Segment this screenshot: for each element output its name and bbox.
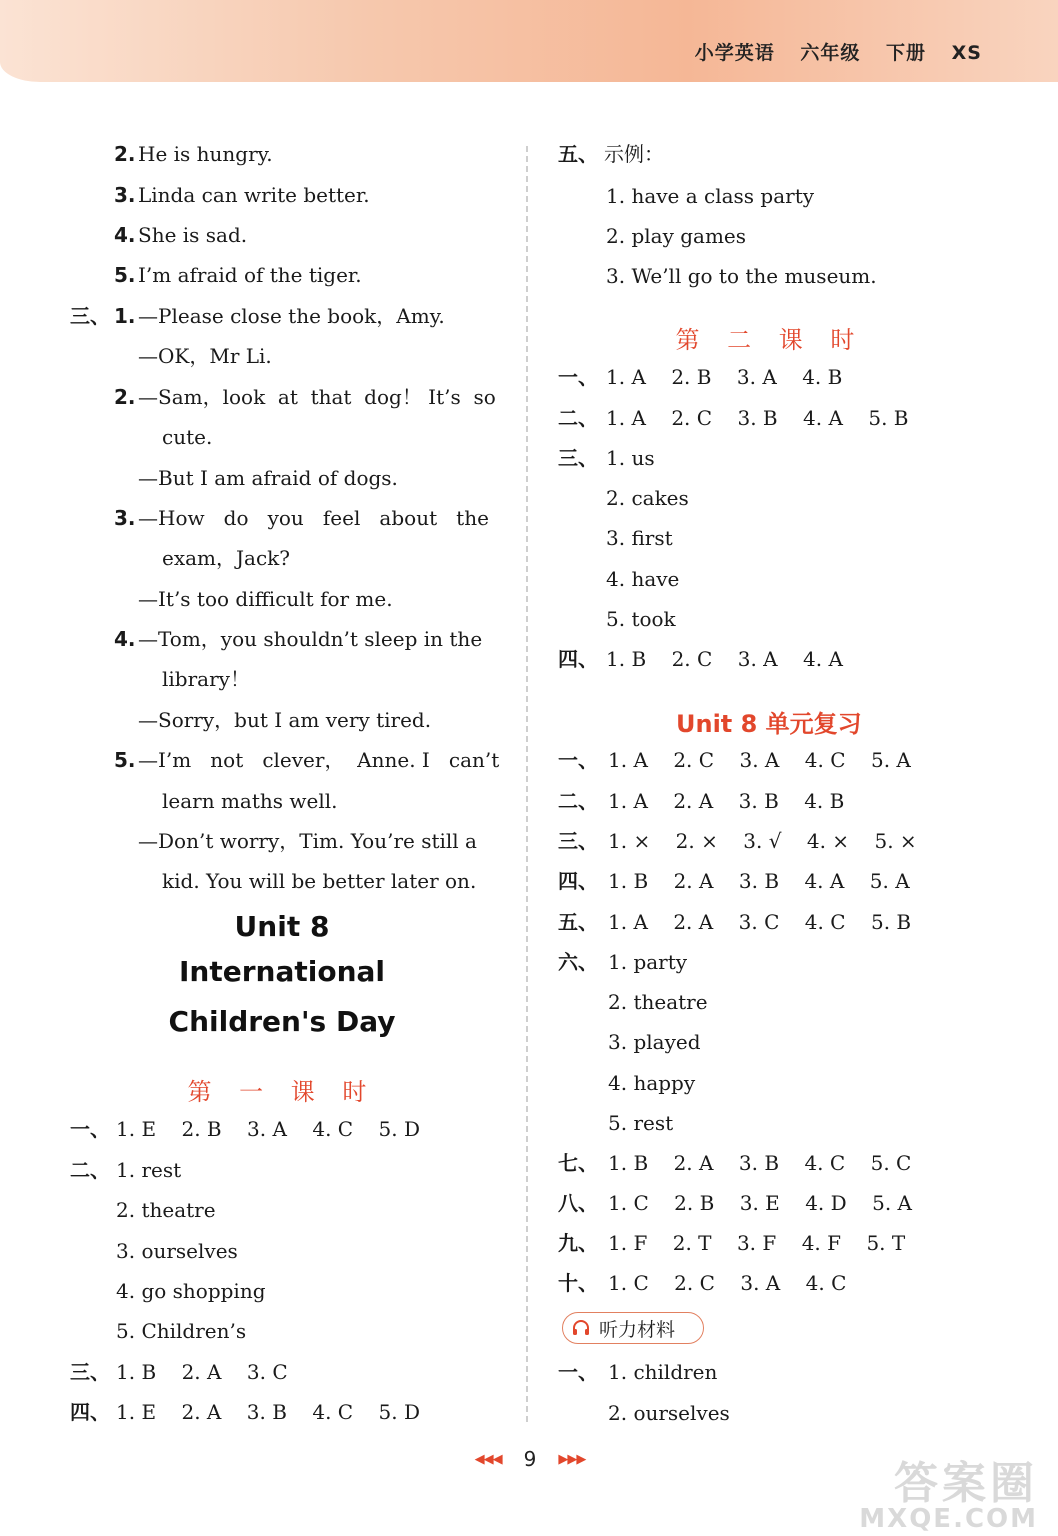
- lesson2-heading: 第 二 课 时: [675, 326, 865, 354]
- answer-text: 2. play games: [606, 224, 747, 248]
- answer-text: Linda can write better.: [138, 183, 370, 207]
- answer-text: 1. B 2. A 3. B 4. A 5. A: [608, 869, 910, 893]
- watermark: [859, 1458, 1038, 1534]
- answer-text: —I’m not clever， Anne. I can’t: [138, 748, 500, 772]
- watermark-url: MXQE.COM: [859, 1504, 1038, 1534]
- answer-text: 1. party: [608, 950, 688, 974]
- question-number: 一、: [558, 748, 598, 772]
- lesson1-heading: 第 一 课 时: [187, 1078, 377, 1106]
- answer-text: 2. theatre: [608, 990, 708, 1014]
- right-arrows-icon: ▶▶▶: [558, 1451, 586, 1467]
- listening-material-badge: [562, 1312, 704, 1344]
- grade-label: 六年级: [800, 42, 861, 64]
- question-number: 二、: [70, 1158, 110, 1182]
- page-footer: [440, 1444, 620, 1474]
- answer-text: 4. have: [606, 567, 680, 591]
- answer-text: She is sad.: [138, 223, 248, 247]
- item-number: 2.: [114, 385, 136, 409]
- question-number: 三、: [70, 1360, 110, 1384]
- answer-text: 4. happy: [608, 1071, 696, 1095]
- answer-text: kid. You will be better later on.: [162, 869, 477, 893]
- question-number: 一、: [558, 1360, 598, 1384]
- answer-text: 1. B 2. A 3. B 4. C 5. C: [608, 1151, 912, 1175]
- answer-text: 1. A 2. B 3. A 4. B: [606, 365, 843, 389]
- headphones-icon: [571, 1318, 591, 1338]
- answer-text: 1. A 2. C 3. A 4. C 5. A: [608, 748, 911, 772]
- answer-text: 1. us: [606, 446, 655, 470]
- question-number: 五、: [558, 142, 598, 166]
- answer-text: 1. A 2. C 3. B 4. A 5. B: [606, 406, 909, 430]
- answer-text: —Sam，look at that dog！ It’s so: [138, 385, 496, 409]
- column-divider: [526, 146, 528, 1422]
- answer-text: 2. ourselves: [608, 1401, 730, 1425]
- page-number: 9: [523, 1447, 537, 1471]
- answer-text: 4. go shopping: [116, 1279, 266, 1303]
- item-number: 4.: [114, 627, 136, 651]
- book-info: [677, 38, 982, 65]
- volume-label: 下册: [886, 42, 927, 64]
- unit-review-heading: Unit 8 单元复习: [676, 710, 862, 738]
- answer-text: 3. played: [608, 1030, 701, 1054]
- left-arrows-icon: ◀◀◀: [474, 1451, 502, 1467]
- unit-title-line-1: Unit 8: [234, 910, 330, 943]
- answer-text: 2. theatre: [116, 1198, 216, 1222]
- watermark-logo-text: 答案圈: [894, 1458, 1038, 1509]
- answer-text: —But I am afraid of dogs.: [138, 466, 398, 490]
- item-number: 4.: [114, 223, 136, 247]
- answer-text: —Sorry，but I am very tired.: [138, 708, 432, 732]
- answer-text: —Please close the book，Amy.: [138, 304, 445, 328]
- question-number: 四、: [558, 869, 598, 893]
- edition-label: XS: [951, 42, 982, 64]
- answer-text: cute.: [162, 425, 213, 449]
- answer-text: 1. F 2. T 3. F 4. F 5. T: [608, 1231, 906, 1255]
- answer-text: 3. first: [606, 526, 673, 550]
- answer-text: 2. cakes: [606, 486, 689, 510]
- item-number: 5.: [114, 263, 136, 287]
- answer-text: 1. A 2. A 3. B 4. B: [608, 789, 845, 813]
- question-number: 十、: [558, 1271, 598, 1295]
- answer-text: 1. C 2. B 3. E 4. D 5. A: [608, 1191, 912, 1215]
- answer-text: 1. have a class party: [606, 184, 815, 208]
- question-number: 三、: [558, 829, 598, 853]
- answer-text: exam，Jack?: [162, 546, 290, 570]
- listening-material-label: 听力材料: [599, 1318, 676, 1341]
- question-number: 七、: [558, 1151, 598, 1175]
- item-number: 2.: [114, 142, 136, 166]
- question-number: 一、: [70, 1117, 110, 1141]
- answer-text: —Don’t worry，Tim. You’re still a: [138, 829, 477, 853]
- unit-title-line-2: International: [178, 955, 385, 988]
- answer-text: learn maths well.: [162, 789, 338, 813]
- answer-text: library！: [162, 667, 250, 691]
- question-number: 四、: [558, 647, 598, 671]
- unit-title-line-3: Children's Day: [168, 1005, 396, 1038]
- item-number: 3.: [114, 506, 136, 530]
- question-number: 八、: [558, 1191, 598, 1215]
- answer-text: 3. We’ll go to the museum.: [606, 264, 877, 288]
- question-number: 三、: [70, 304, 110, 328]
- question-number: 四、: [70, 1400, 110, 1424]
- answer-text: He is hungry.: [138, 142, 273, 166]
- answer-text: 1. B 2. C 3. A 4. A: [606, 647, 843, 671]
- answer-text: 1. B 2. A 3. C: [116, 1360, 288, 1384]
- answer-text: 1. children: [608, 1360, 718, 1384]
- question-number: 六、: [558, 950, 598, 974]
- item-number: 3.: [114, 183, 136, 207]
- answer-text: 1. × 2. × 3. √ 4. × 5. ×: [608, 829, 917, 853]
- answer-text: —OK，Mr Li.: [138, 344, 272, 368]
- answer-text: —How do you feel about the: [138, 506, 489, 530]
- answer-text: 1. A 2. A 3. C 4. C 5. B: [608, 910, 912, 934]
- question-number: 五、: [558, 910, 598, 934]
- answer-text: 5. rest: [608, 1111, 674, 1135]
- answer-text: —Tom，you shouldn’t sleep in the: [138, 627, 483, 651]
- answer-text: I’m afraid of the tiger.: [138, 263, 362, 287]
- question-number: 三、: [558, 446, 598, 470]
- answer-text: 1. E 2. A 3. B 4. C 5. D: [116, 1400, 420, 1424]
- answer-text: 1. rest: [116, 1158, 182, 1182]
- item-number: 1.: [114, 304, 136, 328]
- answer-text: 1. C 2. C 3. A 4. C: [608, 1271, 847, 1295]
- question-number: 二、: [558, 406, 598, 430]
- answer-text: 5. Children’s: [116, 1319, 247, 1343]
- question-number: 一、: [558, 365, 598, 389]
- subject-label: 小学英语: [694, 42, 775, 64]
- question-number: 二、: [558, 789, 598, 813]
- answer-text: —It’s too difficult for me.: [138, 587, 393, 611]
- question-number: 九、: [558, 1231, 598, 1255]
- answer-text: 3. ourselves: [116, 1239, 238, 1263]
- answer-text: 1. E 2. B 3. A 4. C 5. D: [116, 1117, 420, 1141]
- answer-text: 5. took: [606, 607, 676, 631]
- answer-text: 示例：: [604, 142, 664, 166]
- item-number: 5.: [114, 748, 136, 772]
